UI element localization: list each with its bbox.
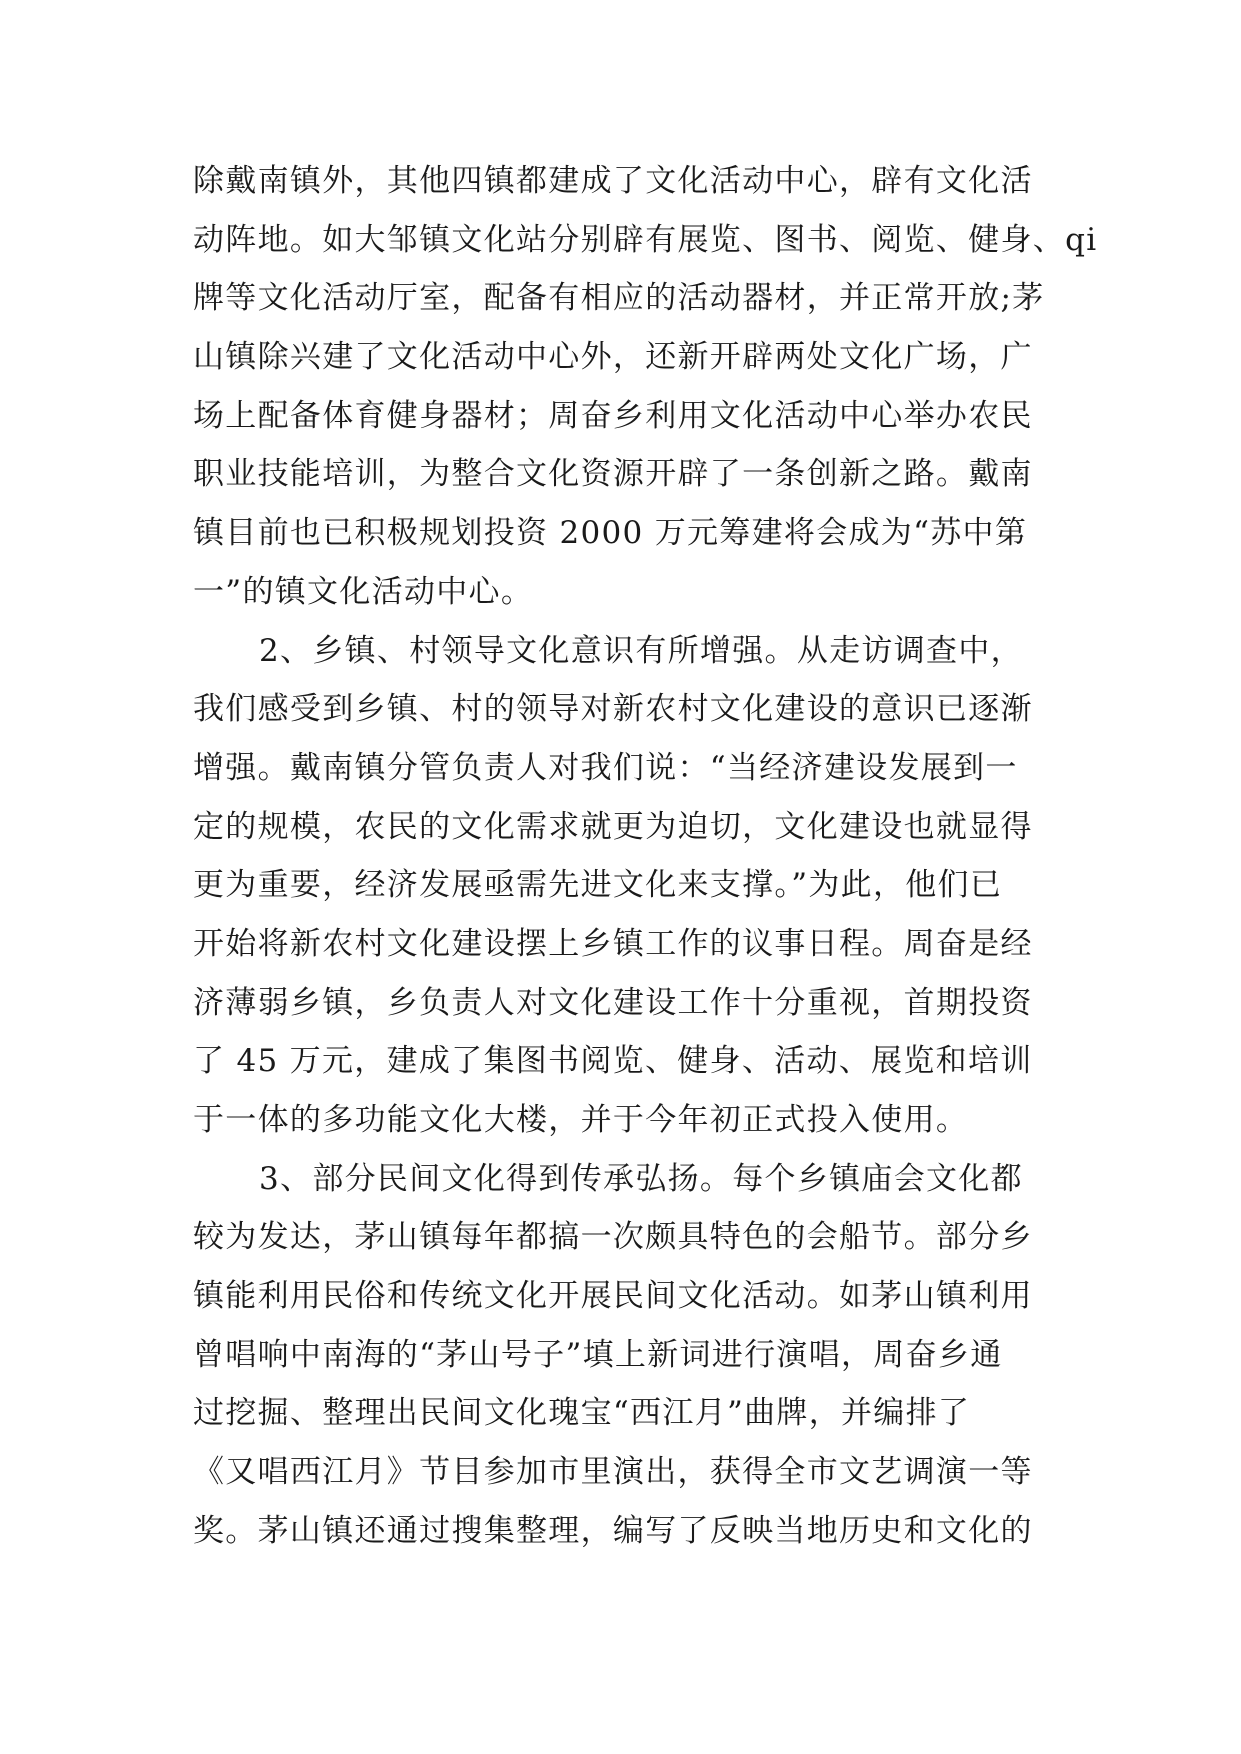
text-line: 一”的镇文化活动中心。 [193, 573, 534, 610]
text-line: 山镇除兴建了文化活动中心外，还新开辟两处文化广场，广 [193, 339, 1033, 376]
paragraph-2-first-line: 2、乡镇、村领导文化意识有所增强。从走访调查中， [259, 632, 1023, 669]
text-line: 于一体的多功能文化大楼，并于今年初正式投入使用。 [193, 1102, 969, 1138]
text-line: 过挖掘、整理出民间文化瑰宝“西江月”曲牌，并编排了 [193, 1395, 971, 1432]
text-line: 开始将新农村文化建设摆上乡镇工作的议事日程。周奋是经 [193, 925, 1033, 962]
body-text [193, 152, 1098, 1561]
text-line: 动阵地。如大邹镇文化站分别辟有展览、图书、阅览、健身、qi [193, 221, 1098, 258]
text-line: 牌等文化活动厅室，配备有相应的活动器材，并正常开放;茅 [193, 280, 1045, 317]
text-line: 镇目前也已积极规划投资 2000 万元筹建将会成为“苏中第 [193, 515, 1028, 552]
text-line: 《又唱西江月》节目参加市里演出，获得全市文艺调演一等 [193, 1454, 1033, 1491]
text-line: 职业技能培训，为整合文化资源开辟了一条创新之路。戴南 [193, 456, 1033, 493]
text-line: 奖。茅山镇还通过搜集整理，编写了反映当地历史和文化的 [193, 1512, 1033, 1549]
text-line: 镇能利用民俗和传统文化开展民间文化活动。如茅山镇利用 [193, 1278, 1033, 1315]
text-line: 定的规模，农民的文化需求就更为迫切，文化建设也就显得 [193, 808, 1033, 845]
text-line: 更为重要，经济发展亟需先进文化来支撑。”为此，他们已 [193, 867, 1003, 904]
text-line: 场上配备体育健身器材；周奋乡利用文化活动中心举办农民 [193, 397, 1033, 434]
text-line: 曾唱响中南海的“茅山号子”填上新词进行演唱，周奋乡通 [193, 1336, 1003, 1373]
paragraph-3-first-line: 3、部分民间文化得到传承弘扬。每个乡镇庙会文化都 [259, 1160, 1023, 1197]
text-line: 我们感受到乡镇、村的领导对新农村文化建设的意识已逐渐 [193, 691, 1033, 728]
text-line: 较为发达，茅山镇每年都搞一次颇具特色的会船节。部分乡 [193, 1219, 1033, 1256]
text-line: 了 45 万元，建成了集图书阅览、健身、活动、展览和培训 [193, 1043, 1033, 1080]
text-line: 除戴南镇外，其他四镇都建成了文化活动中心，辟有文化活 [193, 163, 1033, 199]
text-line: 济薄弱乡镇，乡负责人对文化建设工作十分重视，首期投资 [193, 984, 1033, 1021]
text-line: 增强。戴南镇分管负责人对我们说：“当经济建设发展到一 [193, 749, 1018, 786]
